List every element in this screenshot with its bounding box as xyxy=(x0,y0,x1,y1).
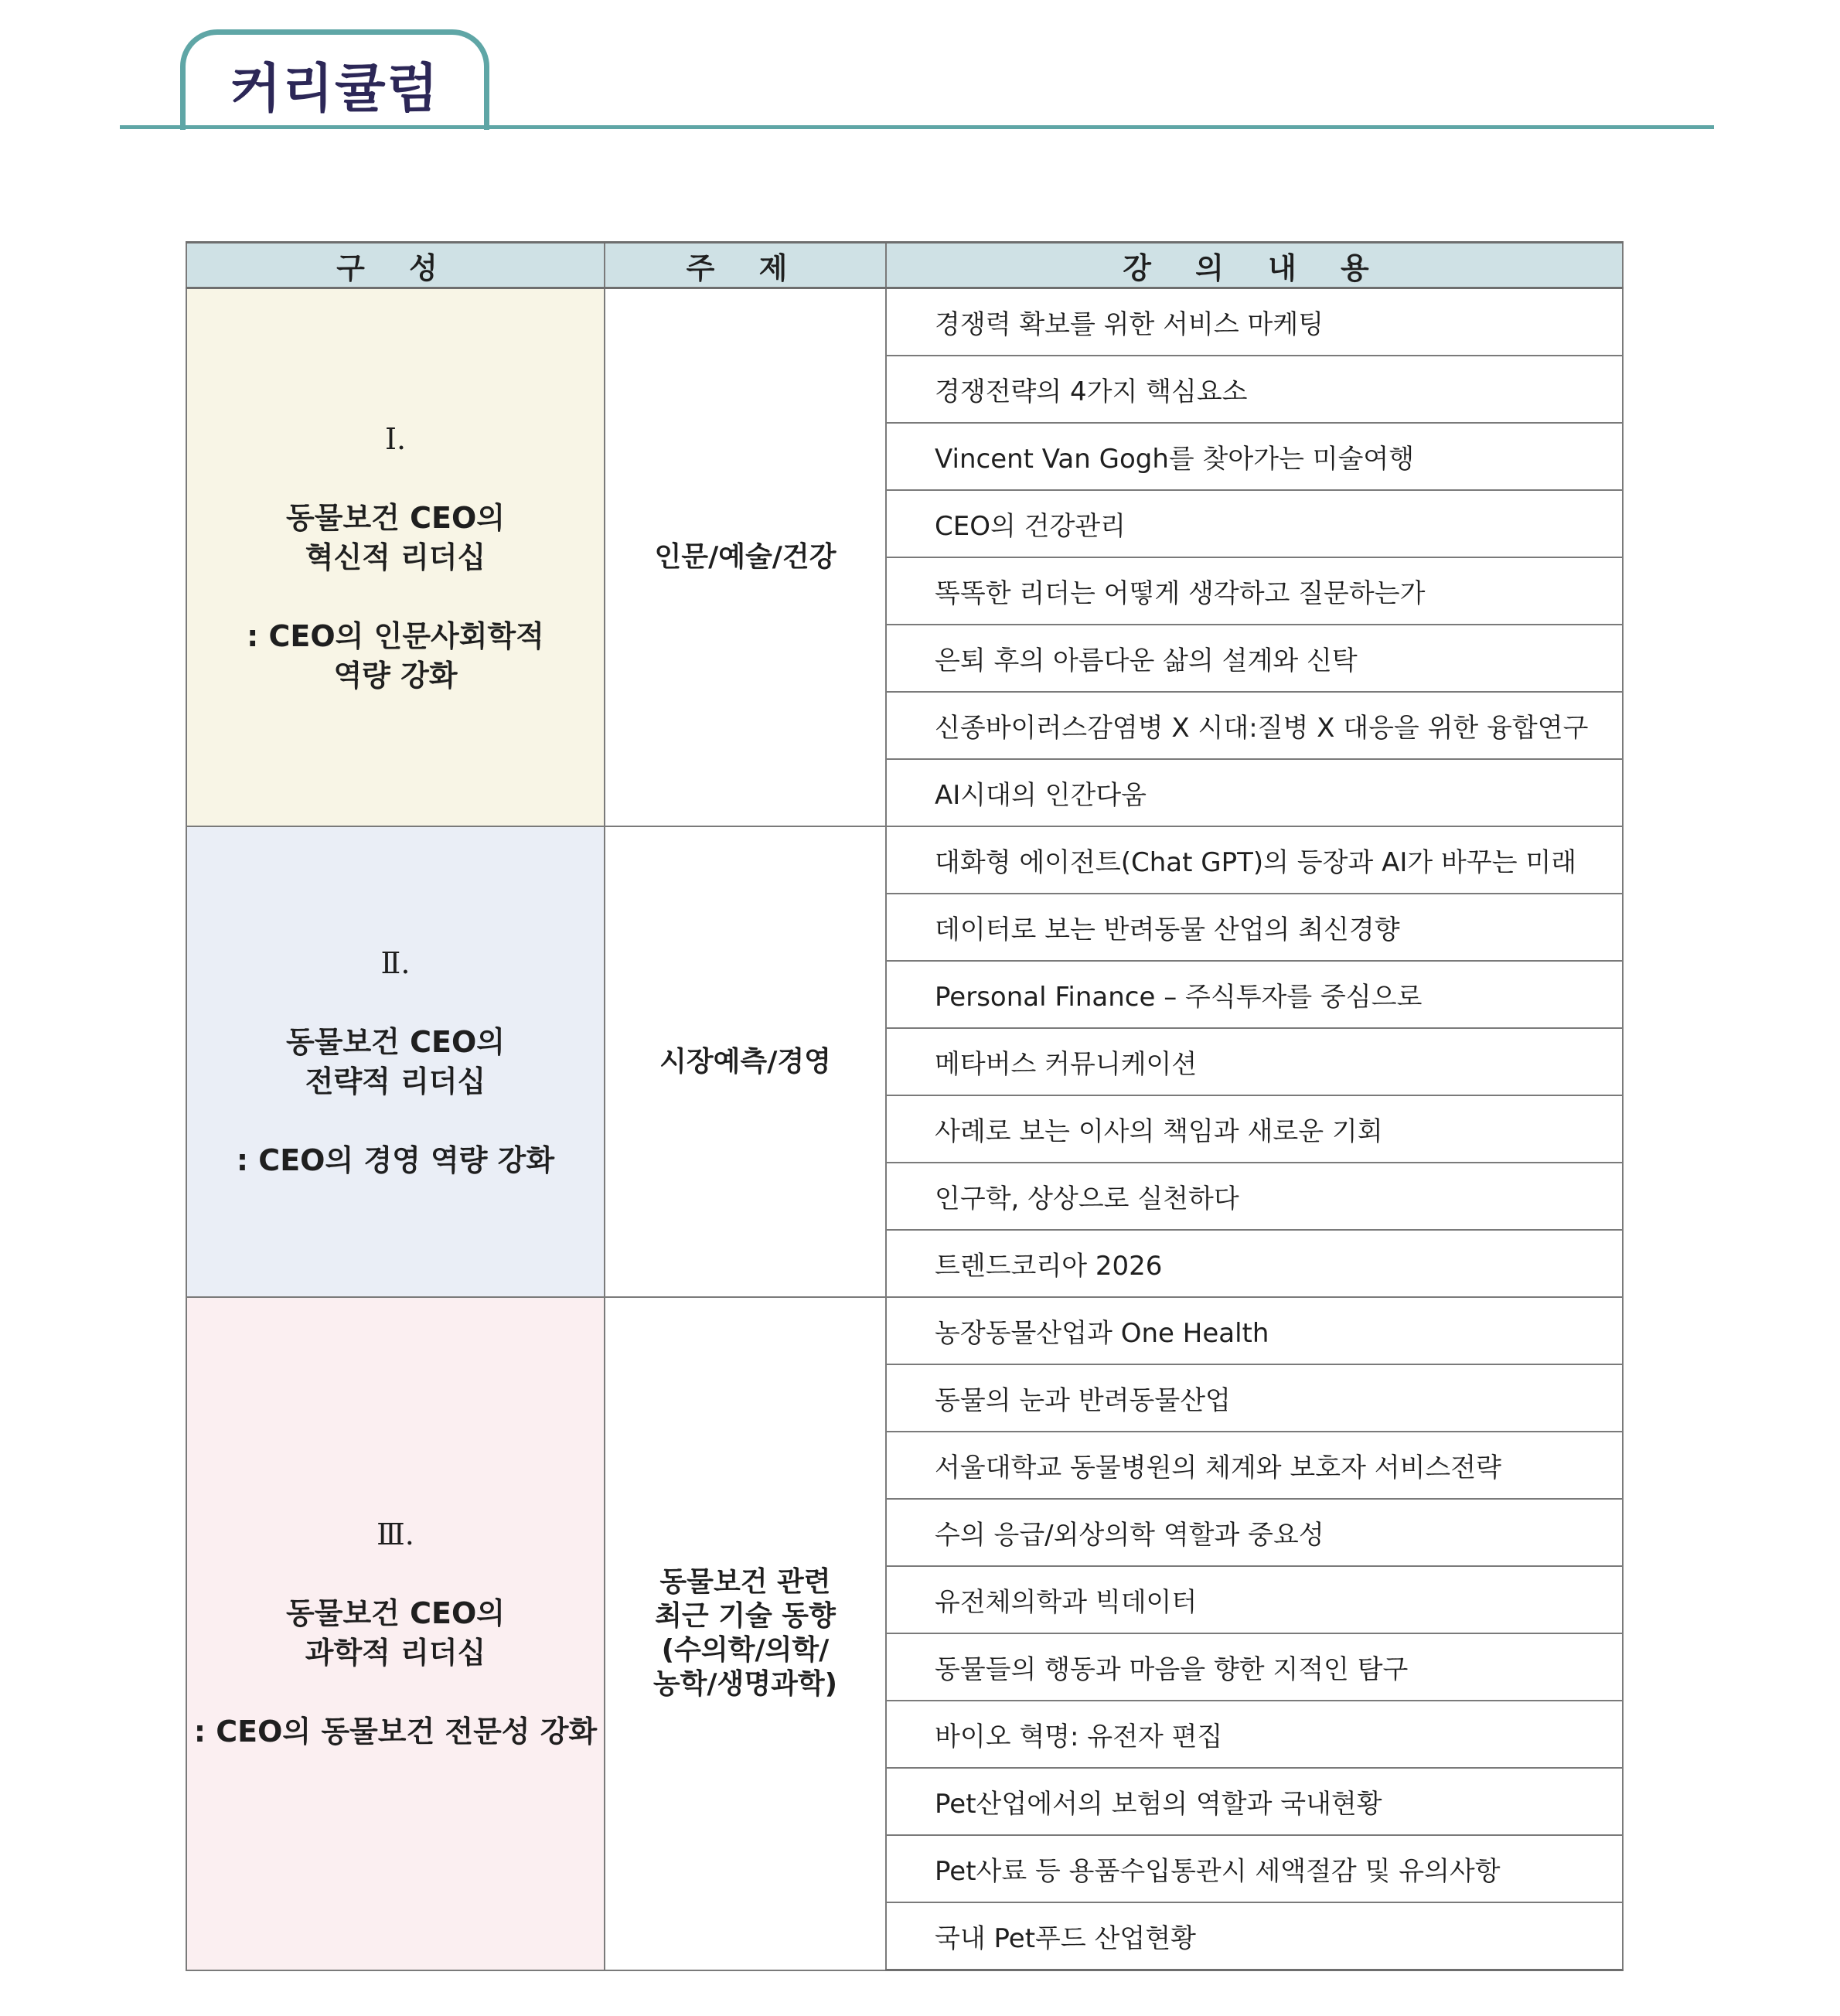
topic-line: 농학/생명과학) xyxy=(653,1668,838,1701)
lecture-item: AI시대의 인간다움 xyxy=(886,759,1623,826)
table-header-row xyxy=(186,243,1623,288)
section-subtitle-line: : CEO의 경영 역량 강화 xyxy=(236,1143,555,1177)
section-cell xyxy=(186,1297,605,1970)
section-title-line: 혁신적 리더십 xyxy=(305,540,486,574)
column-header-lecture-content: 강 의 내 용 xyxy=(886,243,1623,288)
topic-line: 시장예측/경영 xyxy=(659,1045,831,1078)
lecture-item: 동물들의 행동과 마음을 향한 지적인 탐구 xyxy=(886,1633,1623,1701)
lecture-item: 대화형 에이전트(Chat GPT)의 등장과 AI가 바꾸는 미래 xyxy=(886,826,1623,894)
lecture-item: Personal Finance – 주식투자를 중심으로 xyxy=(886,961,1623,1028)
topic-line: 인문/예술/건강 xyxy=(654,541,837,573)
topic-line: (수의학/의학/ xyxy=(661,1634,830,1667)
column-header-topic: 주 제 xyxy=(605,243,886,288)
lecture-item: 경쟁력 확보를 위한 서비스 마케팅 xyxy=(886,288,1623,356)
lecture-item: 데이터로 보는 반려동물 산업의 최신경향 xyxy=(886,894,1623,961)
section-subtitle-line: : CEO의 동물보건 전문성 강화 xyxy=(193,1715,598,1749)
lecture-item: 은퇴 후의 아름다운 삶의 설계와 신탁 xyxy=(886,625,1623,692)
section-cell xyxy=(186,826,605,1297)
lecture-item: Vincent Van Gogh를 찾아가는 미술여행 xyxy=(886,423,1623,490)
lecture-item: 농장동물산업과 One Health xyxy=(886,1297,1623,1364)
lecture-item: Pet사료 등 용품수입통관시 세액절감 및 유의사항 xyxy=(886,1835,1623,1902)
section-cell xyxy=(186,288,605,827)
section-numeral: Ⅱ. xyxy=(380,945,411,980)
lecture-item: 똑똑한 리더는 어떻게 생각하고 질문하는가 xyxy=(886,557,1623,625)
lecture-item: 서울대학교 동물병원의 체계와 보호자 서비스전략 xyxy=(886,1432,1623,1499)
table-row xyxy=(186,288,1623,356)
lecture-item: Pet산업에서의 보험의 역할과 국내현황 xyxy=(886,1768,1623,1835)
lecture-item: 트렌드코리아 2026 xyxy=(886,1230,1623,1297)
table-row xyxy=(186,1297,1623,1364)
lecture-item: 수의 응급/외상의학 역할과 중요성 xyxy=(886,1499,1623,1566)
lecture-item: 신종바이러스감염병 X 시대:질병 X 대응을 위한 융합연구 xyxy=(886,692,1623,759)
section-subtitle-line: : CEO의 인문사회학적 xyxy=(247,618,544,653)
lecture-item: 유전체의학과 빅데이터 xyxy=(886,1566,1623,1633)
topic-cell xyxy=(605,1297,886,1970)
lecture-item: 사례로 보는 이사의 책임과 새로운 기회 xyxy=(886,1095,1623,1163)
section-subtitle-line: 역량 강화 xyxy=(333,658,458,693)
section-numeral: Ⅲ. xyxy=(377,1517,414,1552)
page-title: 커리큘럼 xyxy=(230,59,440,120)
lecture-item: 메타버스 커뮤니케이션 xyxy=(886,1028,1623,1095)
lecture-item: CEO의 건강관리 xyxy=(886,490,1623,557)
section-title-line: 동물보건 CEO의 xyxy=(286,500,505,535)
section-title-line: 과학적 리더십 xyxy=(305,1636,486,1670)
curriculum-title-tab xyxy=(180,29,489,130)
column-header-composition: 구 성 xyxy=(186,243,605,288)
section-title-line: 동물보건 CEO의 xyxy=(286,1024,505,1059)
lecture-item: 국내 Pet푸드 산업현황 xyxy=(886,1902,1623,1970)
section-title-line: 동물보건 CEO의 xyxy=(286,1596,505,1631)
lecture-item: 인구학, 상상으로 실천하다 xyxy=(886,1163,1623,1230)
section-numeral: Ⅰ. xyxy=(384,421,407,456)
section-title-line: 전략적 리더십 xyxy=(305,1064,486,1098)
lecture-item: 바이오 혁명: 유전자 편집 xyxy=(886,1701,1623,1768)
table-row xyxy=(186,826,1623,894)
lecture-item: 경쟁전략의 4가지 핵심요소 xyxy=(886,356,1623,423)
topic-cell xyxy=(605,288,886,827)
lecture-item: 동물의 눈과 반려동물산업 xyxy=(886,1364,1623,1432)
topic-line: 최근 기술 동향 xyxy=(655,1600,836,1633)
curriculum-table xyxy=(186,241,1624,1971)
topic-line: 동물보건 관련 xyxy=(659,1566,831,1599)
title-divider xyxy=(120,125,1714,129)
topic-cell xyxy=(605,826,886,1297)
